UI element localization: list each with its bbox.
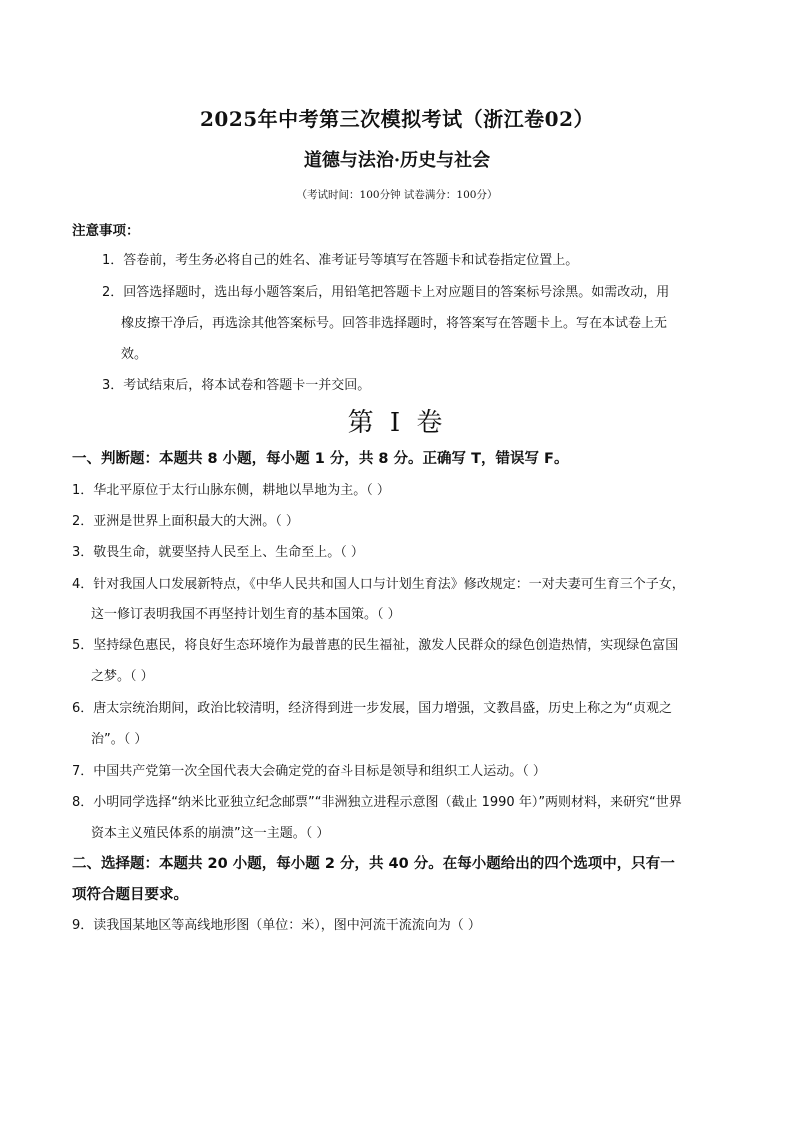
question-4: 4．针对我国人口发展新特点，《中华人民共和国人口与计划生育法》修改规定：一对夫妻可生育三个子女， [72,577,685,592]
notes-heading: 注意事项： [72,223,140,239]
question-5-cont: 之梦。（ ） [91,669,154,684]
section1-heading-label: 一、判断题： [72,451,159,467]
question-8: 8．小明同学选择“纳米比亚独立纪念邮票”“非洲独立进程示意图（截止 1990 年）”两则材料，来研究“世界 [72,795,682,810]
exam-info: （考试时间：100分钟 试卷满分：100分） [296,189,498,201]
question-5: 5．坚持绿色惠民，将良好生态环境作为最普惠的民生福祉，激发人民群众的绿色创造热情，实现绿色富国 [72,638,679,653]
question-2: 2．亚洲是世界上面积最大的大洲。（ ） [72,514,299,529]
section2-heading: 二、选择题：本题共 20 小题，每小题 2 分，共 40 分。在每小题给出的四个选项中，只有一 [72,856,675,872]
question-9: 9．读我国某地区等高线地形图（单位：米），图中河流干流流向为（ ） [72,918,481,933]
section1-heading [72,447,568,468]
note-item-3: 3．考试结束后，将本试卷和答题卡一并交回。 [102,378,371,393]
section1-heading-desc: 本题共 8 小题，每小题 1 分，共 8 分。正确写 T，错误写 F。 [159,451,569,467]
note-item-1: 1．答卷前，考生务必将自己的姓名、准考证号等填写在答题卡和试卷指定位置上。 [102,253,579,268]
exam-title: 2025年中考第三次模拟考试（浙江卷02） [200,107,594,131]
question-4-cont: 这一修订表明我国不再坚持计划生育的基本国策。（ ） [91,607,401,622]
question-1: 1．华北平原位于太行山脉东侧，耕地以旱地为主。（ ） [72,483,390,498]
note-item-2: 2．回答选择题时，选出每小题答案后，用铅笔把答题卡上对应题目的答案标号涂黑。如需改动，用 [102,285,670,300]
question-7: 7．中国共产党第一次全国代表大会确定党的奋斗目标是领导和组织工人运动。（ ） [72,764,546,779]
volume-title: 第 I 卷 [347,408,447,438]
question-6-cont: 治”。（ ） [91,732,148,747]
exam-subtitle: 道德与法治·历史与社会 [303,150,491,171]
question-6: 6．唐太宗统治期间，政治比较清明，经济得到进一步发展，国力增强，文教昌盛，历史上称之为“贞观之 [72,701,673,716]
question-3: 3．敬畏生命，就要坚持人民至上、生命至上。（ ） [72,545,364,560]
note-item-2-cont2: 效。 [121,347,148,362]
question-8-cont: 资本主义殖民体系的崩溃”这一主题。（ ） [91,826,330,841]
note-item-2-cont: 橡皮擦干净后，再选涂其他答案标号。回答非选择题时，将答案写在答题卡上。写在本试卷上无 [121,316,668,331]
section2-heading-cont: 项符合题目要求。 [72,887,188,903]
